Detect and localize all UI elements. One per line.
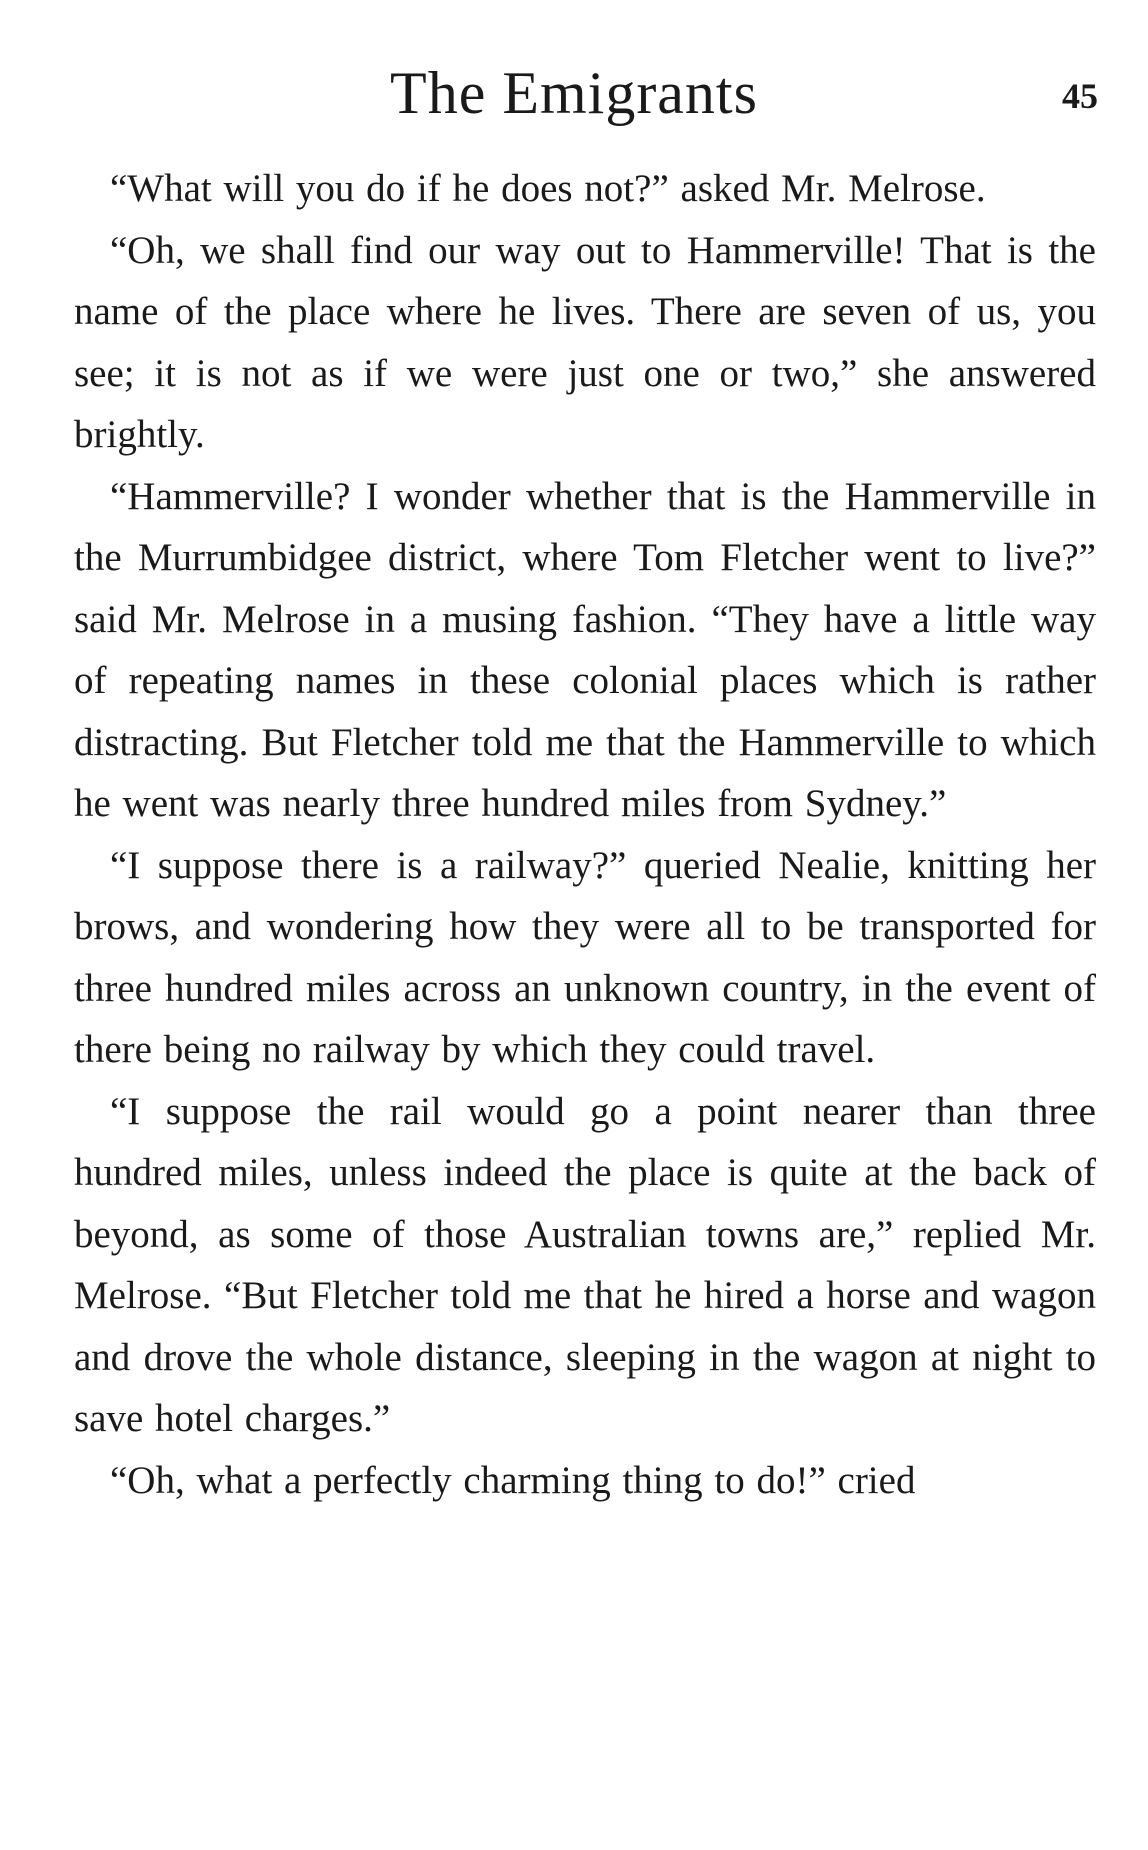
paragraph: “Oh, what a perfectly charming thing to do!” cried xyxy=(110,1458,916,1502)
running-title: The Emigrants xyxy=(390,60,758,126)
paragraph: “What will you do if he does not?” asked Mr. Melrose. xyxy=(110,167,986,210)
running-head xyxy=(0,58,1148,128)
paragraph: “Hammerville? I wonder whether that is the Hammerville in the Murrumbidgee district, where Tom Fletcher went to live?” said Mr. Melrose in a musing fashion. “They have a little way of repeating names in these colonial places which is rather distracting. But Fletcher told me that the Hammerville to which he went was nearly three hundred miles from Sydney.” xyxy=(74,474,1096,825)
paragraph: “Oh, we shall find our way out to Hammerville! That is the name of the place where he lives. There are seven of us, you see; it is not as if we were just one or two,” she answered brightly. xyxy=(74,228,1096,456)
paragraph: “I suppose the rail would go a point nearer than three hundred miles, unless indeed the place is quite at the back of beyond, as some of those Australian towns are,” replied Mr. Melrose. “But Fletcher told me that he hired a horse and wagon and drove the whole distance, sleeping in the wagon at night to save hotel charges.” xyxy=(74,1089,1096,1440)
page-number: 45 xyxy=(1062,76,1098,116)
body-text xyxy=(74,158,1096,1511)
paragraph: “I suppose there is a railway?” queried Nealie, knitting her brows, and wondering how they were all to be transported for three hundred miles across an unknown country, in the event of there being no railway by which they could travel. xyxy=(74,843,1096,1071)
